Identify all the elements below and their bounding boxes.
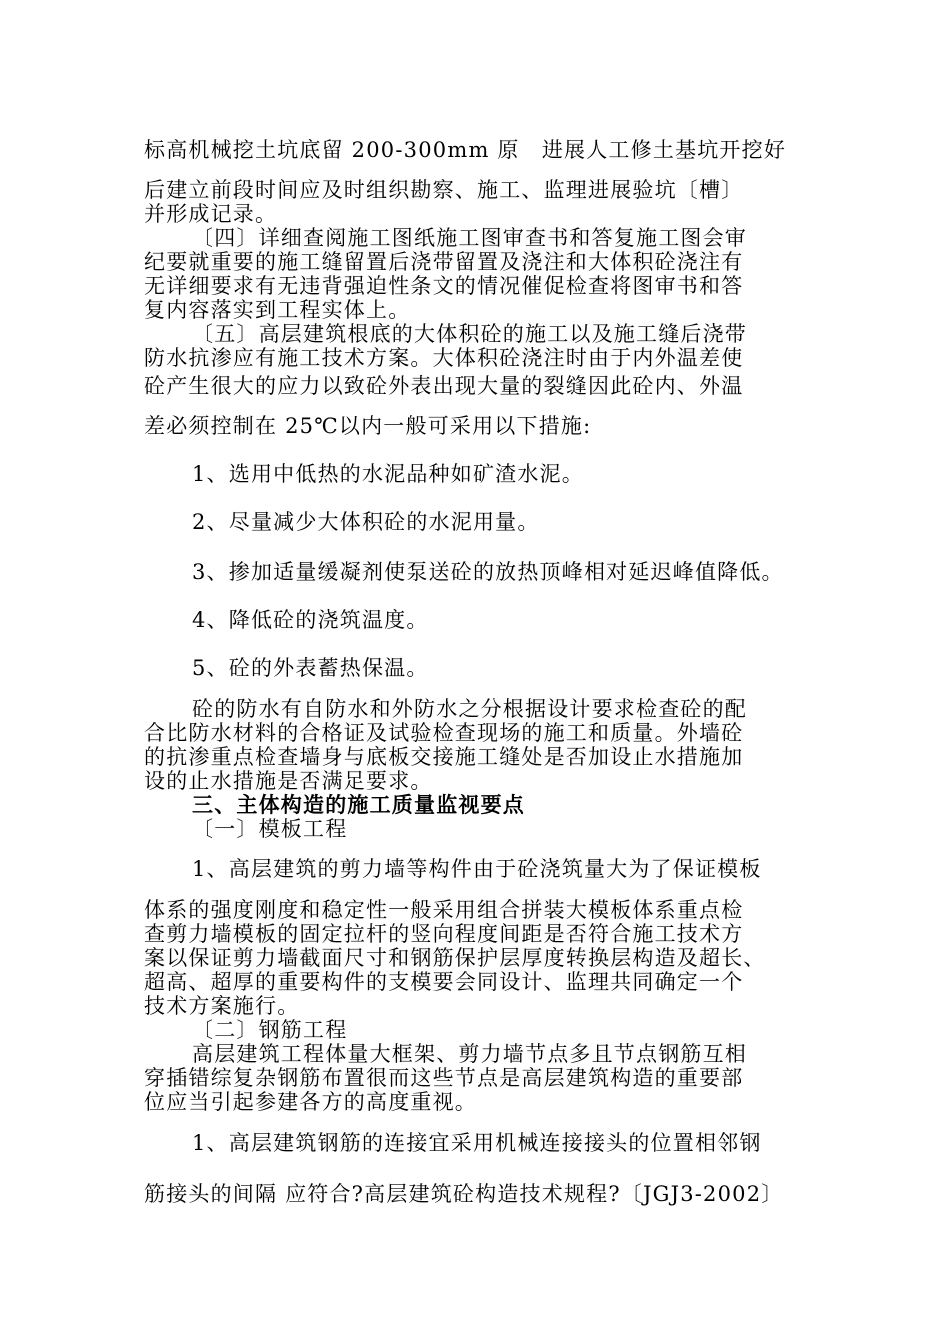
text-line: 后建立前段时间应及时组织勘察、施工、监理进展验坑〔槽〕 bbox=[144, 178, 744, 202]
list-item: 2、尽量减少大体积砼的水泥用量。 bbox=[192, 510, 540, 534]
text-line: 设的止水措施是否满足要求。 bbox=[144, 769, 433, 793]
list-item: 5、砼的外表蓄热保温。 bbox=[192, 656, 429, 680]
text-line: 查剪力墙模板的固定拉杆的竖向程度间距是否符合施工技术方 bbox=[144, 922, 744, 946]
text-line: 高层建筑工程体量大框架、剪力墙节点多且节点钢筋互相 bbox=[192, 1042, 747, 1066]
text-line: 复内容落实到工程实体上。 bbox=[144, 298, 411, 322]
text-line: 案以保证剪力墙截面尺寸和钢筋保护层厚度转换层构造及超长、 bbox=[144, 946, 766, 970]
text-line: 砼产生很大的应力以致砼外表出现大量的裂缝因此砼内、外温 bbox=[144, 374, 744, 398]
text-line: 防水抗渗应有施工技术方案。大体积砼浇注时由于内外温差使 bbox=[144, 346, 744, 370]
text-line: 筋接头的间隔 应符合?高层建筑砼构造技术规程?〔JGJ3-2002〕 bbox=[144, 1182, 784, 1206]
text-line: 纪要就重要的施工缝留置后浇带留置及浇注和大体积砼浇注有 bbox=[144, 250, 744, 274]
text-line: 穿插错综复杂钢筋布置很而这些节点是高层建筑构造的重要部 bbox=[144, 1066, 744, 1090]
text-line: 砼的防水有自防水和外防水之分根据设计要求检查砼的配 bbox=[192, 697, 747, 721]
text-line: 并形成记录。 bbox=[144, 202, 278, 226]
text-line: 差必须控制在 25℃以内一般可采用以下措施: bbox=[144, 414, 592, 438]
section-heading: 三、主体构造的施工质量监视要点 bbox=[192, 792, 525, 817]
text-line: 的抗渗重点检查墙身与底板交接施工缝处是否加设止水措施加 bbox=[144, 745, 744, 769]
text-line: 超高、超厚的重要构件的支模要会同设计、监理共同确定一个 bbox=[144, 970, 744, 994]
list-item: 3、掺加适量缓凝剂使泵送砼的放热顶峰相对延迟峰值降低。 bbox=[192, 560, 784, 584]
text-line: 标高机械挖土坑底留 200-300mm 原 进展人工修土基坑开挖好 bbox=[144, 138, 787, 162]
text-line: 体系的强度刚度和稳定性一般采用组合拼装大模板体系重点检 bbox=[144, 898, 744, 922]
list-item: 4、降低砼的浇筑温度。 bbox=[192, 608, 429, 632]
text-line: 位应当引起参建各方的高度重视。 bbox=[144, 1090, 477, 1114]
text-line: 合比防水材料的合格证及试验检查现场的施工和质量。外墙砼 bbox=[144, 721, 744, 745]
text-line: 技术方案施行。 bbox=[144, 994, 300, 1018]
subsection-heading: 〔一〕模板工程 bbox=[192, 817, 348, 841]
text-line: 无详细要求有无违背强迫性条文的情况催促检查将图审书和答 bbox=[144, 274, 744, 298]
subsection-heading: 〔二〕钢筋工程 bbox=[192, 1018, 348, 1042]
text-line: 〔四〕详细查阅施工图纸施工图审查书和答复施工图会审 bbox=[192, 226, 747, 250]
text-line: 〔五〕高层建筑根底的大体积砼的施工以及施工缝后浇带 bbox=[192, 322, 747, 346]
list-item: 1、选用中低热的水泥品种如矿渣水泥。 bbox=[192, 462, 584, 486]
text-line: 1、高层建筑钢筋的连接宜采用机械连接接头的位置相邻钢 bbox=[192, 1131, 762, 1155]
text-line: 1、高层建筑的剪力墙等构件由于砼浇筑量大为了保证模板 bbox=[192, 857, 762, 881]
